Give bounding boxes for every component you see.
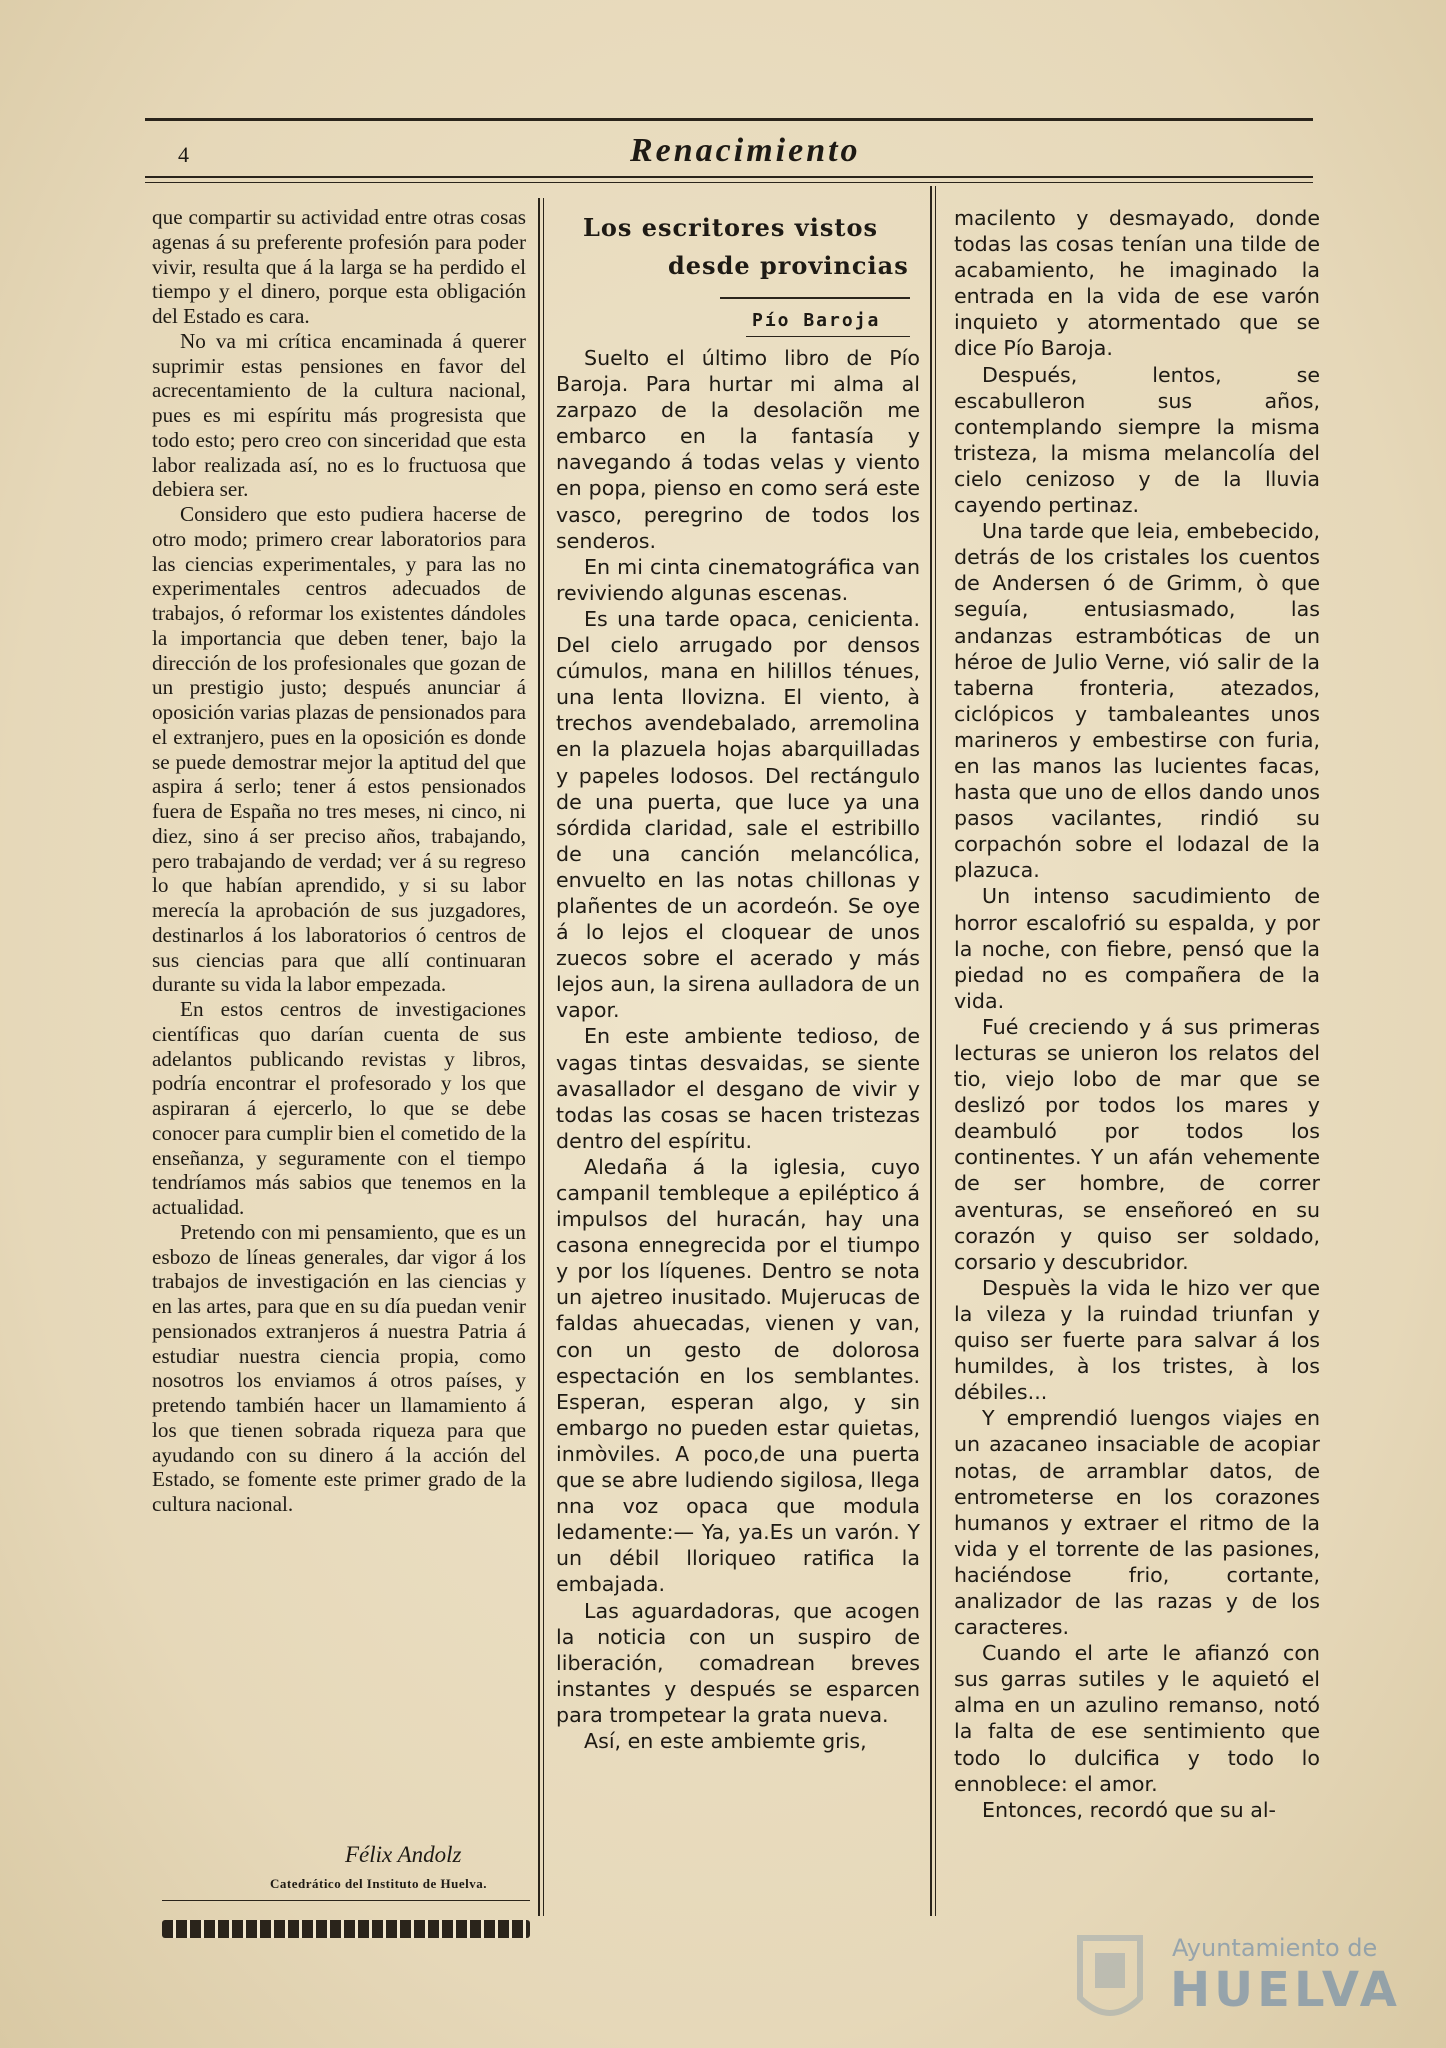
- paragraph: macilento y desmayado, donde todas las cosas tenían una tilde de acabamiento, he imaginado la entrada en la vida de ese varón inquieto y atormentado que se dice Pío Baroja.: [954, 206, 1320, 361]
- paragraph: Suelto el último libro de Pío Baroja. Para hurtar mi alma al zarpazo de la desolaciõn me embarco en la fantasía y navegando á todas velas y viento en popa, pienso en como será este vasco, peregrino de todos los senderos.: [556, 346, 920, 553]
- article-author: Pío Baroja: [752, 310, 881, 331]
- paragraph: En este ambiente tedioso, de vagas tintas desvaidas, se siente avasallador el desgano de vivir y todas las cosas se hacen tristezas dentro del espíritu.: [556, 1024, 920, 1153]
- column-divider-right: [930, 186, 932, 1916]
- paragraph: Así, en este ambiemte gris,: [584, 1728, 867, 1753]
- signature-rule: [162, 1900, 530, 1901]
- watermark-line-1: Ayuntamiento de: [1172, 1934, 1378, 1962]
- paragraph: Fué creciendo y á sus primeras lecturas se unieron los relatos del tio, viejo lobo de mar que se deslizó por todos los mares y deambuló por todos los continentes. Y un afán vehemente de ser hombre, de correr aventuras, se enseñoreó en su corazón y quiso ser soldado, corsario y descubridor.: [954, 1014, 1320, 1274]
- header-top-rule: [145, 118, 1313, 121]
- column-divider-left-thin: [543, 198, 544, 1916]
- paragraph: No va mi crítica encaminada á querer suprimir estas pensiones en favor del acrecentamiento de la cultura nacional, pues es mi espíritu más progresista que todo esto; pero creo con sinceridad que esta labor realizada así, no es lo fructuosa que debiera ser.: [152, 328, 526, 502]
- newspaper-title: Renacimiento: [630, 132, 861, 169]
- paragraph: que compartir su actividad entre otras cosas agenas á su preferente profesión para poder vivir, resulta que á la larga se ha perdido el tiempo y el dinero, porque esta obligación del Estado es cara.: [152, 205, 526, 328]
- paragraph: Y emprendió luengos viajes en un azacaneo insaciable de acopiar notas, de arramblar datos, de entrometerse en los corazones humanos y extraer el ritmo de la vida y el torrente de las pasiones, haciéndose frio, cortante, analizador de las razas y de los caracteres.: [954, 1406, 1320, 1640]
- author-title: Catedrático del Instituto de Huelva.: [270, 1876, 487, 1891]
- ornamental-border: [162, 1920, 530, 1938]
- page-number: 4: [178, 142, 189, 167]
- paragraph: Considero que esto pudiera hacerse de otro modo; primero crear laboratorios para las ciencias experimentales, y para las no experimentales centros adecuados de trabajos, ó reformar los existentes dándoles la importancia que deben tener, bajo la dirección de los profesionales que gozan de un prestigio justo; después anunciar á oposición varias plazas de pensionados para el extranjero, pues en la oposición es donde se puede demostrar mejor la aptitud del que aspira á serlo; tener á estos pensionados fuera de España no tres meses, ni cinco, ni diez, sino á ser preciso años, trabajando, pero trabajando de verdad; ver á su regreso lo que habían aprendido, y si su labor merecía la aprobación de sus juzgadores, destinarlos á los laboratorios ó centros de sus ciencias para que allí continuaran durante su vida la labor empezada.: [152, 502, 526, 997]
- paragraph: Las aguardadoras, que acogen la noticia con un suspiro de liberación, comadrean breves instantes y después se esparcen para trompetear la grata nueva.: [556, 1598, 920, 1727]
- paragraph: Un intenso sacudimiento de horror escalofrió su espalda, y por la noche, con fiebre, pensó que la piedad no es compañera de la vida.: [954, 884, 1320, 1013]
- author-rule: [746, 336, 910, 337]
- paragraph: Despuès la vida le hizo ver que la vileza y la ruindad triunfan y quiso ser fuerte para salvar á los humildes, à los tristes, à los débiles...: [954, 1275, 1320, 1405]
- column-1-text: [152, 205, 526, 1517]
- paragraph: En estos centros de investigaciones científicas quo darían cuenta de sus adelantos publicando revistas y libros, podría encontrar el profesorado y los que aspiraran á ejercerlo, lo que se debe conocer para cumplir bien el cometido de la enseñanza, y seguramente con el tiempo tendríamos más sabios que tenemos en la actualidad.: [152, 997, 526, 1219]
- paragraph: Pretendo con mi pensamiento, que es un esbozo de líneas generales, dar vigor á los trabajos de investigación en las ciencias y en las artes, para que en su día puedan venir pensionados extranjeros á nuestra Patria á estudiar nuestra ciencia propia, como nosotros los enviamos á otros países, y pretendo también hacer un llamamiento á los que tienen sobrada riqueza para que ayudando con su dinero á la acción del Estado, se fomente este primer grado de la cultura nacional.: [152, 1219, 526, 1516]
- header-bottom-rule-thin: [145, 182, 1313, 183]
- article-title-rule: [720, 297, 910, 299]
- paragraph: Entonces, recordó que su al-: [982, 1797, 1276, 1822]
- paragraph: Después, lentos, se escabulleron sus años, contemplando siempre la misma tristeza, la misma melancolía del cielo cenizoso y de la lluvia cayendo pertinaz.: [954, 362, 1320, 518]
- watermark-line-2: HUELVA: [1170, 1962, 1401, 2018]
- paragraph: Una tarde que leia, embebecido, detrás de los cristales los cuentos de Andersen ó de Grimm, ò que seguía, entusiasmado, las andanzas estrambóticas de un héroe de Julio Verne, vió salir de la taberna fronteria, atezados, ciclópicos y tambaleantes unos marineros y embestirse con furia, en las manos las lucientes facas, hasta que uno de ellos dando unos pasos vacilantes, rindió su corpachón sobre el lodazal de la plazuca.: [954, 519, 1320, 883]
- paragraph: Es una tarde opaca, cenicienta. Del cielo arrugado por densos cúmulos, mana en hilillos ténues, una lenta llovizna. El viento, à trechos avendebalado, arremolina en la plazuela hojas abarquilladas y papeles lodosos. Del rectángulo de una puerta, que luce ya una sórdida claridad, sale el estribillo de una canción melancólica, envuelto en las notas chillonas y plañentes de un acordeón. Se oye á lo lejos el cloquear de unos zuecos sobre el acerado y más lejos aun, la sirena aulladora de un vapor.: [556, 606, 920, 1023]
- author-signature: Félix Andolz: [345, 1842, 462, 1867]
- column-divider-left: [538, 198, 540, 1916]
- column-2-text: [556, 345, 920, 1754]
- column-divider-right-thin: [935, 186, 936, 1916]
- column-3-text: [954, 205, 1320, 1823]
- paragraph: Cuando el arte le afianzó con sus garras sutiles y le aquietó el alma en un azulino remanso, notó la falta de ese sentimiento que todo lo dulcifica y todo lo ennoblece: el amor.: [954, 1641, 1320, 1796]
- header-bottom-rule: [145, 176, 1313, 178]
- article-title-line-2: desde provincias: [668, 251, 909, 280]
- article-title-line-1: Los escritores vistos: [583, 213, 878, 242]
- paragraph: Aledaña á la iglesia, cuyo campanil tembleque a epiléptico á impulsos del huracán, hay una casona ennegrecida por el tiumpo y por los líquenes. Dentro se nota un ajetreo inusitado. Mujerucas de faldas ahuecadas, vienen y van, con un gesto de dolorosa espectación en los semblantes. Esperan, esperan algo, y sin embargo no pueden estar quietas, inmòviles. A poco,de una puerta que se abre ludiendo sigilosa, llega nna voz opaca que modula ledamente:— Ya, ya.Es un varón. Y un débil lloriqueo ratifica la embajada.: [556, 1154, 920, 1597]
- paragraph: En mi cinta cinematográfica van reviviendo algunas escenas.: [556, 554, 920, 605]
